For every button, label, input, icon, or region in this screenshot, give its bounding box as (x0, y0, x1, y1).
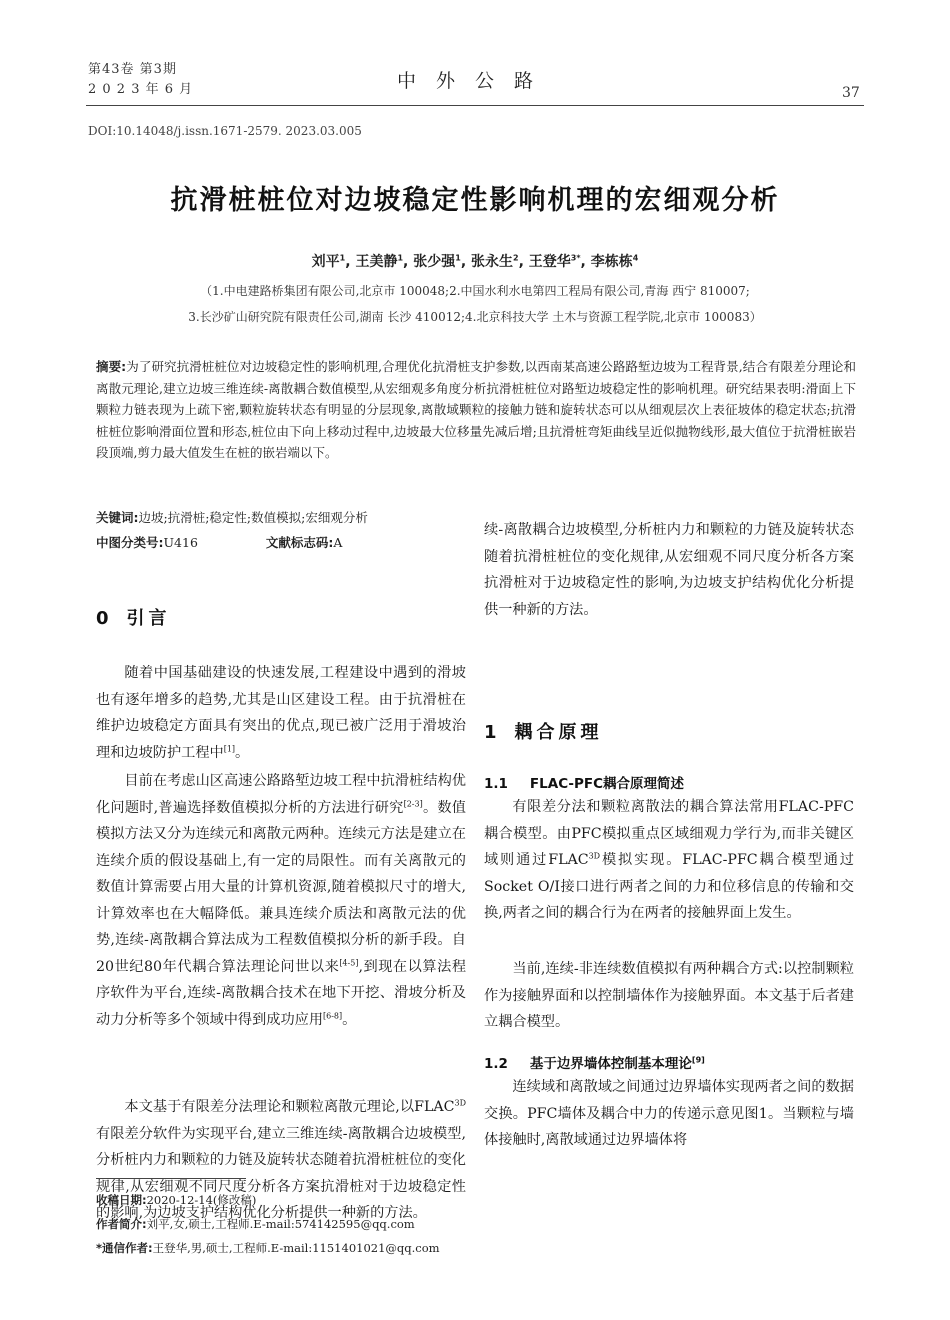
subsection-title: 基于边界墙体控制基本理论 (529, 1056, 692, 1072)
paragraph-text: 。数值模拟方法又分为连续元和离散元两种。连续元方法是建立在连续介质的假设基础上,有一定的局限性。而有关离散元的数值计算需要占用大量的计算机资源,随着模拟尺寸的增大,计算效率也在大幅降低。兼具连续介质法和离散元法的优势,连续-离散耦合算法成为工程数值模拟分析的新手段。自20世纪80年代耦合算法理论问世以来 (96, 799, 466, 975)
paragraph-continued: 续-离散耦合边坡模型,分析桩内力和颗粒的力链及旋转状态随着抗滑桩桩位的变化规律,从宏细观不同尺度分析各方案抗滑桩对于边坡稳定性的影响,为边坡支护结构优化分析提供一种新的方法。 (484, 522, 854, 618)
abstract-label: 摘要: (96, 359, 127, 374)
author: 王登华 (528, 254, 571, 270)
keywords-label: 关键词: (96, 510, 139, 525)
author-affil-mark: 1 (397, 253, 404, 263)
affiliation-line: 3.长沙矿山研究院有限责任公司,湖南 长沙 410012;4.北京科技大学 土木与资源工程学院,北京市 100083） (188, 310, 762, 324)
received-value: 2020-12-14(修改稿) (146, 1193, 257, 1207)
citation: [2-3] (403, 798, 423, 808)
subsection-heading-1-1 (484, 772, 684, 792)
section-title: 引言 (126, 608, 171, 629)
doc-code-label: 文献标志码: (265, 535, 334, 550)
header-rule (86, 105, 864, 106)
section-heading-0 (96, 604, 171, 630)
page-number: 37 (842, 85, 860, 101)
clc-value: U416 (163, 535, 198, 550)
paragraph-text: 目前在考虑山区高速公路路堑边坡工程中抗滑桩结构优化问题时,普遍选择数值模拟分析的方法进行研究 (96, 773, 466, 816)
section-number: 1 (484, 722, 497, 743)
doc-code-value: A (333, 535, 343, 550)
corresponding-author (96, 1240, 440, 1256)
paragraph-text: 模拟实现。FLAC-PFC耦合模型通过Socket O/I接口进行两者之间的力和位移信息的传输和交换,两者之间的耦合行为在两者的接触界面上发生。 (484, 852, 854, 921)
paragraph-text: 有限差分软件为实现平台,建立三维连续-离散耦合边坡模型,分析桩内力和颗粒的力链及旋转状态随着抗滑桩桩位的变化规律,从宏细观不同尺度分析各方案抗滑桩对于边坡稳定性的影响,为边坡支护结构优化分析提供一种新的方法。 (96, 1125, 466, 1221)
paragraph-text: 有限差分法和颗粒离散法的耦合算法常用FLAC-PFC耦合模型。由PFC模拟重点区域细观力学行为,而非关键区域则通过FLAC (484, 799, 854, 868)
paragraph-text: 当前,连续-非连续数值模拟有两种耦合方式:以控制颗粒作为接触界面和以控制墙体作为接触界面。本文基于后者建立耦合模型。 (484, 961, 854, 1030)
paragraph-text: 连续域和离散域之间通过边界墙体实现两者之间的数据交换。PFC墙体及耦合中力的传递示意见图1。当颗粒与墙体接触时,离散域通过边界墙体将 (484, 1079, 854, 1148)
citation: [6-8] (323, 1010, 343, 1020)
author: 张少强 (413, 254, 456, 270)
paragraph-text: 随着中国基础建设的快速发展,工程建设中遇到的滑坡也有逐年增多的趋势,尤其是山区建设工程。由于抗滑桩在维护边坡稳定方面具有突出的优点,现已被广泛用于滑坡治理和边坡防护工程中 (96, 665, 466, 761)
author: 刘平 (311, 254, 340, 270)
subsection-title: FLAC-PFC耦合原理简述 (529, 776, 685, 792)
author-bio (96, 1216, 415, 1232)
author-bio-value: 刘平,女,硕士,工程师.E-mail:574142595@qq.com (146, 1217, 415, 1231)
issue-date: 2 0 2 3 年 6 月 (88, 82, 194, 97)
paragraph-text: 。 (235, 744, 250, 761)
keywords-text: 边坡;抗滑桩;稳定性;数值模拟;宏细观分析 (138, 510, 368, 525)
author-bio-label: 作者简介: (96, 1217, 147, 1231)
author-affil-mark: 3* (570, 253, 581, 263)
subsection-1-1-paragraph-2 (484, 956, 854, 1036)
classification (96, 533, 342, 551)
citation: [1] (223, 743, 236, 753)
paragraph-text: ,到现在以算法程序软件为平台,连续-离散耦合技术在地下开挖、滑坡分析及动力分析等多个领域中得到成功应用 (96, 958, 467, 1028)
keywords (96, 508, 368, 526)
doi: DOI:10.14048/j.issn.1671-2579. 2023.03.005 (88, 124, 362, 138)
intro-paragraph-1 (96, 660, 466, 766)
received-label: 收稿日期: (96, 1193, 147, 1207)
author: 王美静 (355, 254, 398, 270)
subsection-number: 1.2 (484, 1056, 508, 1072)
author-affil-mark: 4 (632, 253, 639, 263)
author-affil-mark: 1 (455, 253, 461, 263)
paper-title: 抗滑桩桩位对边坡稳定性影响机理的宏细观分析 (170, 185, 780, 216)
clc-label: 中图分类号: (96, 535, 164, 550)
section-heading-1 (484, 718, 603, 744)
corresponding-label: *通信作者: (96, 1241, 153, 1255)
superscript: 3D (454, 1098, 466, 1108)
paragraph-text: 。 (342, 1011, 357, 1028)
section-number: 0 (96, 608, 109, 629)
subsection-1-2-paragraph-1 (484, 1074, 854, 1154)
superscript: 3D (588, 851, 601, 861)
citation: [9] (691, 1055, 705, 1065)
intro-paragraph-3-continued (484, 522, 854, 705)
footnote-rule (96, 1178, 246, 1179)
subsection-1-1-paragraph-1 (484, 794, 854, 927)
subsection-heading-1-2 (484, 1052, 705, 1072)
author-affil-mark: 2 (513, 253, 519, 263)
affiliation-line: （1.中电建路桥集团有限公司,北京市 100048;2.中国水利水电第四工程局有限公司,青海 西宁 810007; (200, 284, 750, 298)
author: 李栋栋 (590, 254, 633, 270)
paragraph-text: 本文基于有限差分法理论和颗粒离散元理论,以FLAC (124, 1099, 455, 1115)
author-list: 刘平$^1$, 王美静$^1$, 张少强$^1$, 张永生$^2$, 王登华$^{3*}$, 李栋栋$^4$ (311, 253, 639, 270)
intro-paragraph-2 (96, 768, 466, 1033)
citation: [4-5] (339, 957, 359, 967)
received-date (96, 1192, 256, 1208)
journal-name: 中外公路 (396, 70, 553, 92)
volume-issue: 第43卷 第3期 (88, 62, 177, 77)
corresponding-value: 王登华,男,硕士,工程师.E-mail:1151401021@qq.com (152, 1241, 440, 1255)
author-affil-mark: 1 (339, 253, 346, 263)
author: 张永生 (471, 254, 514, 270)
section-title: 耦合原理 (514, 722, 603, 743)
subsection-number: 1.1 (484, 776, 508, 792)
abstract (96, 356, 856, 464)
abstract-text: 为了研究抗滑桩桩位对边坡稳定性的影响机理,合理优化抗滑桩支护参数,以西南某高速公路路堑边坡为工程背景,结合有限差分理论和离散元理论,建立边坡三维连续-离散耦合数值模型,从宏细观多角度分析抗滑桩桩位对路堑边坡稳定性的影响机理。研究结果表明:滑面上下颗粒力链表现为上疏下密,颗粒旋转状态有明显的分层现象,离散域颗粒的接触力链和旋转状态可以从细观层次上表征坡体的稳定状态;抗滑桩桩位影响滑面位置和形态,桩位由下向上移动过程中,边坡最大位移量先减后增;且抗滑桩弯矩曲线呈近似抛物线形,最大值位于抗滑桩嵌岩段顶端,剪力最大值发生在桩的嵌岩端以下。 (96, 359, 856, 460)
